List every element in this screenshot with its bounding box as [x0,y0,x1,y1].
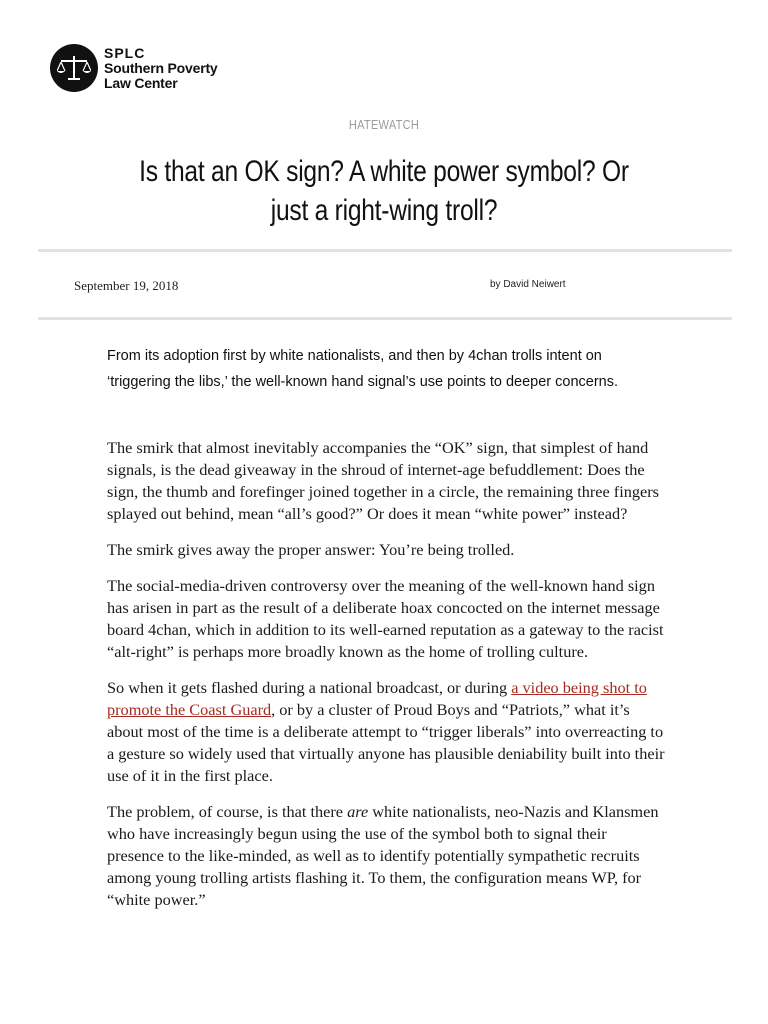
p5-emphasis: are [347,802,369,821]
scales-of-justice-icon [50,44,98,92]
coast-guard-video-link[interactable]: a video being shot to promote the Coast Guard [107,678,647,719]
p4-text-before-link: So when it gets flashed during a national broadcast, or during [107,678,512,697]
divider-bottom [38,317,732,320]
body-paragraph-3: The social-media-driven controversy over the meaning of the well-known hand sign has arisen in part as the result of a deliberate hoax concocted on the internet message board 4chan, which in addition to its well-earned reputation as a gateway to the racist “alt-right” is perhaps more broadly known as the home of trolling culture. [107,576,664,661]
logo-name-line1: Southern Poverty [104,59,218,76]
logo-abbr: SPLC [104,44,146,61]
splc-logo[interactable] [50,44,218,92]
body-paragraph-5 [107,801,667,911]
author-byline: by David Neiwert [490,279,566,290]
publish-date: September 19, 2018 [74,278,179,293]
p5-text-before-em: The problem, of course, is that there [107,802,348,821]
article-title: Is that an OK sign? A white power symbol? Or just a right-wing troll? [139,155,629,227]
logo-wordmark [104,46,218,91]
p4-text-after-link: , or by a cluster of Proud Boys and “Patriots,” what it’s about most of the time is a deliberate attempt to “trigger liberals” into overreacting to a gesture so widely used that virtually anyone has plausible deniability built into their use of it in the first place. [107,700,665,785]
p5-text-after-em: white nationalists, neo-Nazis and Klansmen who have increasingly begun using the use of the symbol both to signal their presence to the like-minded, as well as to identify potentially sympathetic recruits among young trolling artists flashing it. To them, the configuration means WP, for “white power.” [107,802,659,909]
article-body [107,437,667,925]
body-paragraph-2: The smirk gives away the proper answer: You’re being trolled. [107,540,515,559]
logo-name-line2: Law Center [104,74,178,91]
section-label[interactable]: HATEWATCH [348,117,420,132]
article-dek: From its adoption first by white nationalists, and then by 4chan trolls intent on ‘triggering the libs,’ the well-known hand signal’s use points to deeper concerns. [107,348,619,390]
body-paragraph-1: The smirk that almost inevitably accompanies the “OK” sign, that simplest of hand signals, is the dead giveaway in the shroud of internet-age befuddlement: Does the sign, the thumb and forefinger joined together in a circle, the remaining three fingers splayed out behind, mean “all’s good?” Or does it mean “white power” instead? [107,438,660,523]
divider-top [38,249,732,252]
body-paragraph-4 [107,677,667,787]
